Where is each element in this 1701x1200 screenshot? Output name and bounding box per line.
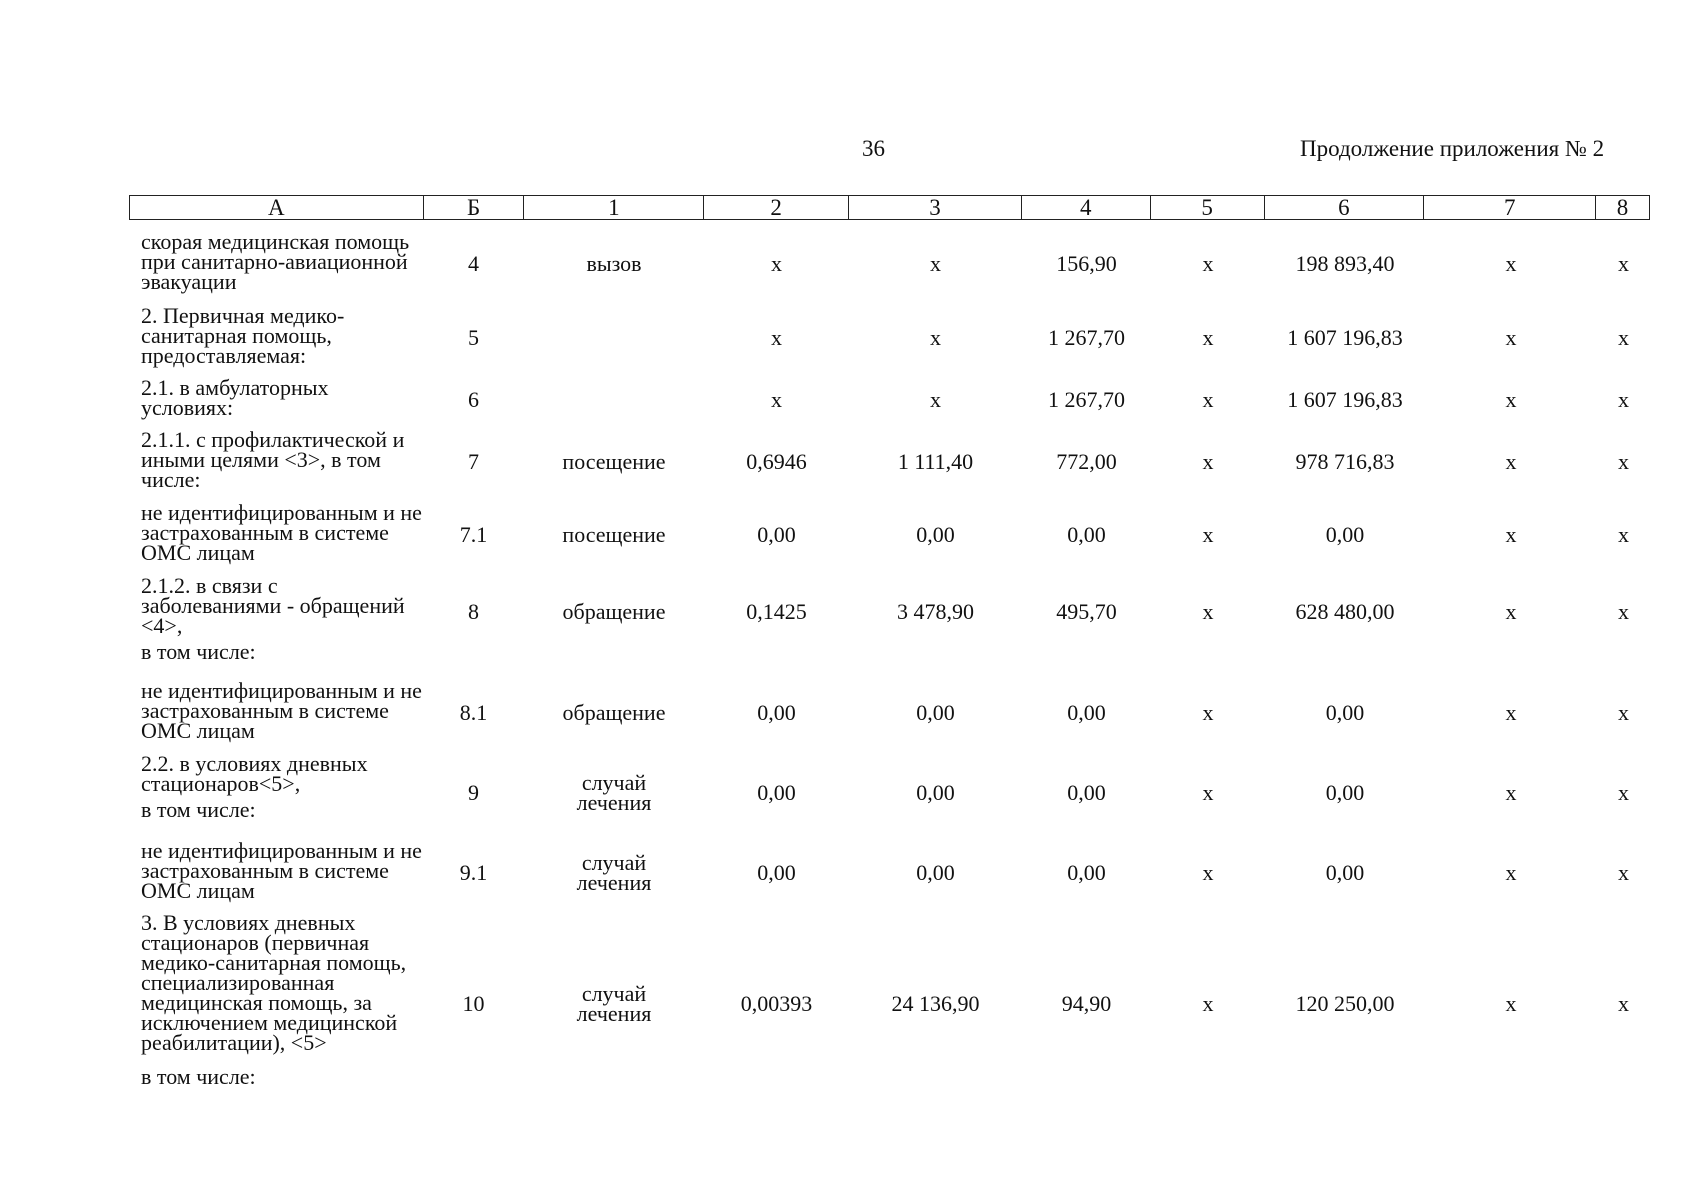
row-description: не идентифицированным и не застрахованным в системе ОМС лицам <box>141 500 422 565</box>
value-cell-4: 0,00 <box>1067 522 1106 547</box>
unit-cell: обращение <box>562 599 666 624</box>
value-cell-6: 0,00 <box>1325 780 1365 805</box>
value-cell-2: 0,6946 <box>746 449 807 474</box>
table-header-row <box>129 195 1650 220</box>
table-row <box>129 303 1650 370</box>
value-cell-2: х <box>771 387 782 412</box>
table-row <box>129 427 1650 494</box>
page-number: 36 <box>862 136 885 161</box>
value-cell-5: х <box>1202 387 1214 412</box>
unit-cell: случай лечения <box>576 850 652 895</box>
value-cell-2: 0,1425 <box>746 599 807 624</box>
row-number: 5 <box>468 325 479 350</box>
row-subtext: в том числе: <box>141 639 256 664</box>
row-description: не идентифицированным и не застрахованным в системе ОМС лицам <box>141 678 422 743</box>
value-cell-5: х <box>1202 991 1214 1016</box>
table-row <box>129 573 1650 672</box>
header-col-1: 1 <box>524 196 704 219</box>
value-cell-7: х <box>1505 780 1517 805</box>
value-cell-7: х <box>1505 522 1517 547</box>
value-cell-8: х <box>1618 780 1629 805</box>
header-col-8: 8 <box>1616 195 1629 220</box>
value-cell-7: х <box>1505 991 1517 1016</box>
value-cell-6: 198 893,40 <box>1295 251 1395 276</box>
row-number: 9.1 <box>459 860 488 885</box>
header-col-5: 5 <box>1151 196 1265 219</box>
value-cell-3: 0,00 <box>916 522 955 547</box>
value-cell-4: 0,00 <box>1067 700 1106 725</box>
value-cell-2: 0,00393 <box>740 991 813 1016</box>
value-cell-6: 1 607 196,83 <box>1287 387 1403 412</box>
unit-cell: обращение <box>562 700 666 725</box>
value-cell-8: х <box>1618 251 1629 276</box>
table-row <box>129 910 1650 1133</box>
value-cell-5: х <box>1202 325 1214 350</box>
value-cell-4: 94,90 <box>1061 991 1112 1016</box>
value-cell-6: 978 716,83 <box>1295 449 1395 474</box>
value-cell-8: х <box>1618 991 1629 1016</box>
header-col-4: 4 <box>1022 196 1151 219</box>
value-cell-7: х <box>1505 449 1517 474</box>
row-description: 2. Первичная медико-санитарная помощь, предоставляемая: <box>141 303 345 368</box>
table-row <box>129 375 1650 422</box>
unit-cell: случай лечения <box>576 770 652 815</box>
value-cell-2: 0,00 <box>757 780 796 805</box>
header-col-7: 7 <box>1424 196 1596 219</box>
row-description: 2.1.2. в связи с заболеваниями - обращений <4>, в том числе: <box>141 576 423 672</box>
unit-cell: случай лечения <box>576 981 652 1026</box>
value-cell-3: 0,00 <box>916 700 955 725</box>
value-cell-4: 1 267,70 <box>1048 325 1125 350</box>
value-cell-4: 0,00 <box>1067 780 1106 805</box>
value-cell-3: 0,00 <box>916 860 955 885</box>
row-number: 7 <box>468 449 479 474</box>
value-cell-4: 1 267,70 <box>1048 387 1125 412</box>
header-col-2: 2 <box>704 196 849 219</box>
value-cell-6: 120 250,00 <box>1295 991 1395 1016</box>
row-number: 8.1 <box>459 700 488 725</box>
row-description: 3. В условиях дневных стационаров (первичная медико-санитарная помощь, специализированная медицинская помощь, за исключением медицинской реабилитации), <5> в том числе: <box>141 913 411 1133</box>
value-cell-5: х <box>1202 700 1214 725</box>
value-cell-2: х <box>771 251 782 276</box>
value-cell-5: х <box>1202 599 1214 624</box>
value-cell-2: 0,00 <box>757 700 796 725</box>
value-cell-7: х <box>1505 251 1517 276</box>
value-cell-8: х <box>1618 599 1629 624</box>
value-cell-4: 0,00 <box>1067 860 1106 885</box>
unit-cell <box>524 306 704 370</box>
value-cell-2: 0,00 <box>757 522 796 547</box>
table-row <box>129 838 1650 905</box>
row-description: 2.1.1. с профилактической и иными целями <3>, в том числе: <box>141 427 405 492</box>
unit-cell: посещение <box>562 449 666 474</box>
row-number: 7.1 <box>459 522 488 547</box>
value-cell-4: 495,70 <box>1056 599 1117 624</box>
value-cell-6: 0,00 <box>1325 860 1365 885</box>
table-row <box>129 500 1650 567</box>
value-cell-3: 24 136,90 <box>891 991 980 1016</box>
value-cell-6: 1 607 196,83 <box>1287 325 1403 350</box>
row-number: 4 <box>468 251 479 276</box>
value-cell-4: 156,90 <box>1056 251 1117 276</box>
value-cell-3: 1 111,40 <box>897 449 974 474</box>
row-description: не идентифицированным и не застрахованным в системе ОМС лицам <box>141 838 422 903</box>
value-cell-5: х <box>1202 251 1214 276</box>
value-cell-7: х <box>1505 700 1517 725</box>
row-subtext: в том числе: <box>141 797 256 822</box>
value-cell-8: х <box>1618 700 1629 725</box>
value-cell-7: х <box>1505 860 1517 885</box>
value-cell-8: х <box>1618 522 1629 547</box>
value-cell-8: х <box>1618 860 1629 885</box>
unit-cell <box>524 378 704 422</box>
value-cell-3: х <box>930 251 941 276</box>
value-cell-2: 0,00 <box>757 860 796 885</box>
value-cell-6: 0,00 <box>1325 522 1365 547</box>
table-row <box>129 751 1650 832</box>
value-cell-5: х <box>1202 780 1214 805</box>
table-row <box>129 678 1650 745</box>
value-cell-3: 3 478,90 <box>897 599 974 624</box>
value-cell-3: 0,00 <box>916 780 955 805</box>
value-cell-4: 772,00 <box>1056 449 1117 474</box>
row-number: 6 <box>468 387 479 412</box>
value-cell-3: х <box>930 387 941 412</box>
value-cell-7: х <box>1505 387 1517 412</box>
value-cell-5: х <box>1202 522 1214 547</box>
unit-cell: посещение <box>562 522 666 547</box>
continuation-title: Продолжение приложения № 2 <box>1300 136 1605 161</box>
value-cell-3: х <box>930 325 941 350</box>
table-row <box>129 229 1650 296</box>
value-cell-8: х <box>1618 325 1629 350</box>
header-col-b: Б <box>424 196 525 219</box>
value-cell-6: 628 480,00 <box>1295 599 1395 624</box>
row-number: 9 <box>468 780 479 805</box>
value-cell-8: х <box>1618 387 1629 412</box>
unit-cell: вызов <box>586 251 642 276</box>
value-cell-8: х <box>1618 449 1629 474</box>
value-cell-6: 0,00 <box>1325 700 1365 725</box>
row-description: скорая медицинская помощь при санитарно-авиационной эвакуации <box>141 229 410 294</box>
row-number: 10 <box>462 991 485 1016</box>
row-description: 2.1. в амбулаторных условиях: <box>141 375 329 420</box>
header-col-6: 6 <box>1265 196 1425 219</box>
value-cell-5: х <box>1202 860 1214 885</box>
value-cell-7: х <box>1505 325 1517 350</box>
header-col-3: 3 <box>849 196 1022 219</box>
row-number: 8 <box>468 599 479 624</box>
value-cell-2: х <box>771 325 782 350</box>
value-cell-7: х <box>1505 599 1517 624</box>
header-col-a: А <box>130 196 424 219</box>
row-subtext: в том числе: <box>141 1064 256 1089</box>
value-cell-5: х <box>1202 449 1214 474</box>
row-description: 2.2. в условиях дневных стационаров<5>, в том числе: <box>141 754 423 832</box>
